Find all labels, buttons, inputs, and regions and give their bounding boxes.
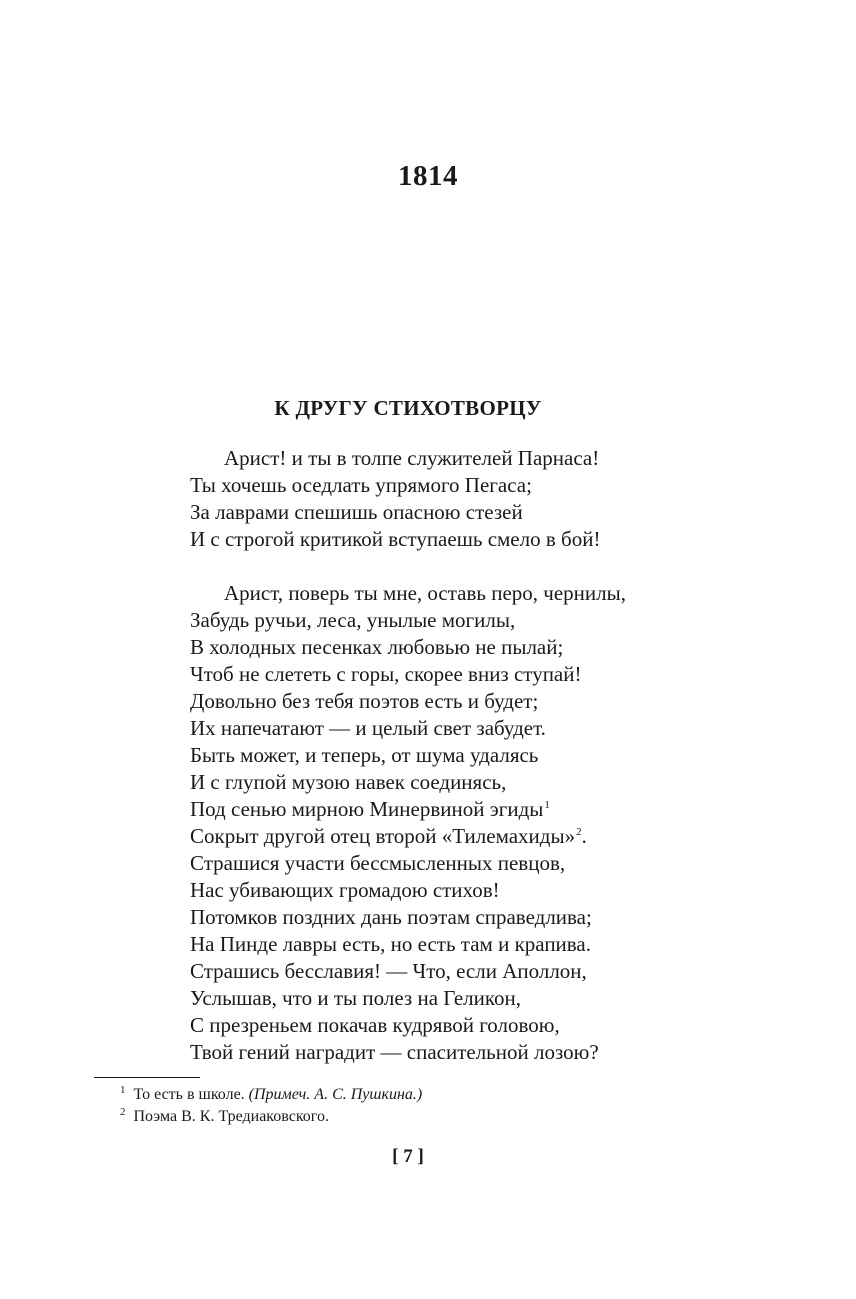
footnote-number: 2 bbox=[120, 1105, 126, 1118]
poem-line: Услышав, что и ты полез на Геликон, bbox=[190, 986, 521, 1010]
footnote-number: 1 bbox=[120, 1083, 126, 1096]
footnote-text: Поэма В. К. Тредиаковского. bbox=[133, 1108, 329, 1125]
poem-line: Довольно без тебя поэтов есть и будет; bbox=[190, 689, 539, 713]
poem-line: И с строгой критикой вступаешь смело в бой! bbox=[190, 527, 601, 551]
stanza-2 bbox=[190, 580, 810, 1066]
poem-line: Страшися участи бессмысленных певцов, bbox=[190, 851, 566, 875]
footnote-ref: 1 bbox=[544, 799, 550, 811]
poem-line: Нас убивающих громадою стихов! bbox=[190, 878, 500, 902]
poem-line: Забудь ручьи, леса, унылые могилы, bbox=[190, 608, 516, 632]
poem-line bbox=[190, 796, 810, 823]
poem-line: В холодных песенках любовью не пылай; bbox=[190, 635, 564, 659]
poem-line: Чтоб не слететь с горы, скорее вниз ступай! bbox=[190, 662, 582, 686]
footnote bbox=[120, 1084, 740, 1106]
poem-line: И с глупой музою навек соединясь, bbox=[190, 770, 507, 794]
section-year-heading: 1814 bbox=[398, 160, 458, 192]
poem-line bbox=[190, 823, 810, 850]
stanza-1 bbox=[190, 445, 810, 553]
poem-line: Потомков поздних дань поэтам справедлива; bbox=[190, 905, 592, 929]
poem-line: Твой гений наградит — спасительной лозою? bbox=[190, 1040, 599, 1064]
poem-line-text: Под сенью мирною Минервиной эгиды bbox=[190, 797, 544, 821]
poem-line: Ты хочешь оседлать упрямого Пегаса; bbox=[190, 473, 532, 497]
poem-line: Страшись бесславия! — Что, если Аполлон, bbox=[190, 959, 587, 983]
poem-line: С презреньем покачав кудрявой головою, bbox=[190, 1013, 560, 1037]
poem-line: Их напечатают — и целый свет забудет. bbox=[190, 716, 546, 740]
footnote bbox=[120, 1106, 740, 1128]
footnote-ref: 2 bbox=[576, 826, 582, 838]
poem-line-text: Сокрыт другой отец второй «Тилемахиды» bbox=[190, 824, 576, 848]
poem-line: Арист, поверь ты мне, оставь перо, чернилы, bbox=[224, 581, 626, 605]
footnotes bbox=[120, 1084, 740, 1128]
footnote-text: То есть в школе. bbox=[133, 1086, 249, 1103]
poem-line: Арист! и ты в толпе служителей Парнаса! bbox=[224, 446, 600, 470]
footnote-attribution: (Примеч. А. С. Пушкина.) bbox=[248, 1086, 423, 1103]
page-number: [ 7 ] bbox=[392, 1146, 424, 1167]
poem-line: Быть может, и теперь, от шума удалясь bbox=[190, 743, 539, 767]
poem-line-end: . bbox=[581, 824, 587, 848]
poem-line: За лаврами спешишь опасною стезей bbox=[190, 500, 523, 524]
footnote-divider bbox=[94, 1077, 200, 1078]
poem-title: К ДРУГУ СТИХОТВОРЦУ bbox=[274, 396, 542, 420]
poem-line: На Пинде лавры есть, но есть там и крапива. bbox=[190, 932, 591, 956]
